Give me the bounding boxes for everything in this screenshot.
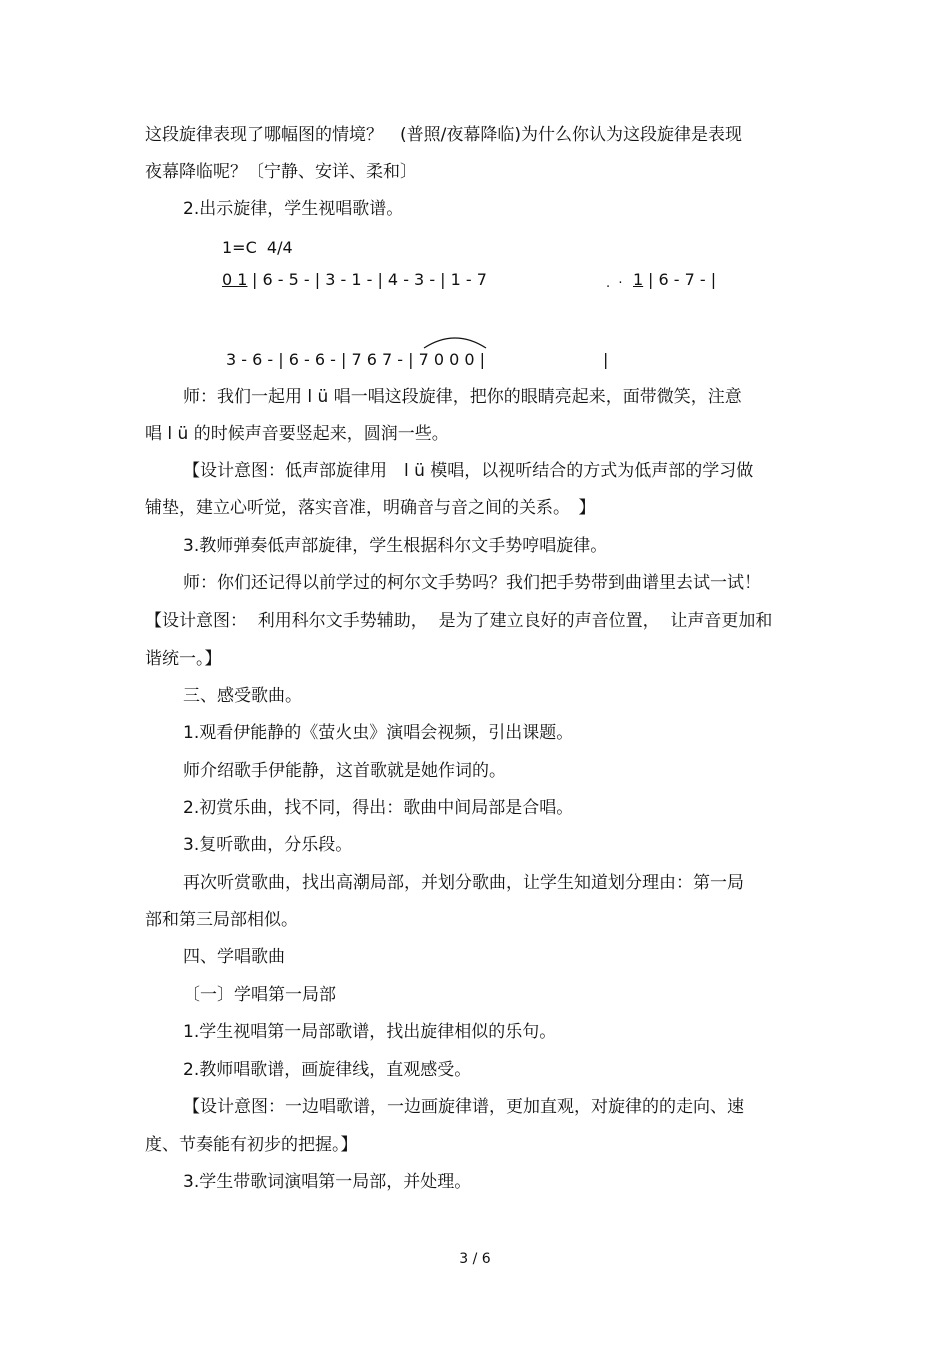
slur-arc	[420, 330, 490, 352]
text-line-4: 师：我们一起用 l ü 唱一唱这段旋律，把你的眼睛亮起来，面带微笑，注意	[183, 387, 742, 407]
notation-underlined-one: 1	[633, 270, 644, 289]
text-line-13: 1.观看伊能静的《萤火虫》演唱会视频，引出课题。	[183, 723, 574, 743]
notation-row1-one	[633, 270, 643, 290]
text-line-16: 3.复听歌曲，分乐段。	[183, 835, 353, 855]
text-line-3: 2.出示旋律，学生视唱歌谱。	[183, 199, 404, 219]
notation-row1: | 6 - 5 - | 3 - 1 - | 4 - 3 - | 1 - 7	[252, 270, 487, 289]
text-line-10: 【设计意图： 利用科尔文手势辅助， 是为了建立良好的声音位置， 让声音更加和	[145, 611, 773, 631]
text-line-18: 部和第三局部相似。	[145, 910, 298, 930]
text-line-6: 【设计意图：低声部旋律用 l ü 模唱，以视听结合的方式为低声部的学习做	[183, 461, 754, 481]
section-heading-3: 三、感受歌曲。	[183, 686, 302, 706]
page-number: 3 / 6	[459, 1251, 491, 1267]
notation-underlined-pickup: 0 1	[222, 270, 248, 289]
text-line-5: 唱 l ü 的时候声音要竖起来，圆润一些。	[145, 424, 449, 444]
notation-row2-bar: |	[603, 350, 609, 369]
text-line-15: 2.初赏乐曲，找不同，得出：歌曲中间局部是合唱。	[183, 798, 574, 818]
text-line-17: 再次听赏歌曲，找出高潮局部，并划分歌曲，让学生知道划分理由：第一局	[183, 873, 744, 893]
notation-row2: 3 - 6 - | 6 - 6 - | 7 6 7 - | 7 0 0 0 |	[226, 350, 486, 369]
text-line-14: 师介绍歌手伊能静，这首歌就是她作词的。	[183, 761, 506, 781]
text-line-23: 【设计意图：一边唱歌谱，一边画旋律谱，更加直观，对旋律的的走向、速	[183, 1097, 744, 1117]
text-line-22: 2.教师唱歌谱，画旋律线，直观感受。	[183, 1060, 472, 1080]
text-line-25: 3.学生带歌词演唱第一局部，并处理。	[183, 1172, 472, 1192]
text-line-7: 铺垫，建立心听觉，落实音准，明确音与音之间的关系。 】	[145, 498, 596, 518]
notation-row1-dots: . ·	[606, 276, 623, 291]
notation-key: 1=C 4/4	[222, 238, 293, 257]
subsection-heading-1: 〔一〕学唱第一局部	[183, 985, 336, 1005]
text-line-9: 师：你们还记得以前学过的柯尔文手势吗？我们把手势带到曲谱里去试一试！	[183, 573, 761, 593]
text-line-21: 1.学生视唱第一局部歌谱，找出旋律相似的乐句。	[183, 1022, 557, 1042]
notation-row1-start	[222, 270, 247, 290]
text-line-11: 谐统一。】	[145, 649, 222, 669]
text-line-24: 度、节奏能有初步的把握。】	[145, 1135, 358, 1155]
text-line-2: 夜幕降临呢？〔宁静、安详、柔和〕	[145, 162, 417, 182]
text-line-1: 这段旋律表现了哪幅图的情境？ (普照/夜幕降临)为什么你认为这段旋律是表现	[145, 125, 742, 145]
notation-row1-end: | 6 - 7 - |	[648, 270, 717, 289]
section-heading-4: 四、学唱歌曲	[183, 947, 285, 967]
text-line-8: 3.教师弹奏低声部旋律，学生根据科尔文手势哼唱旋律。	[183, 536, 608, 556]
